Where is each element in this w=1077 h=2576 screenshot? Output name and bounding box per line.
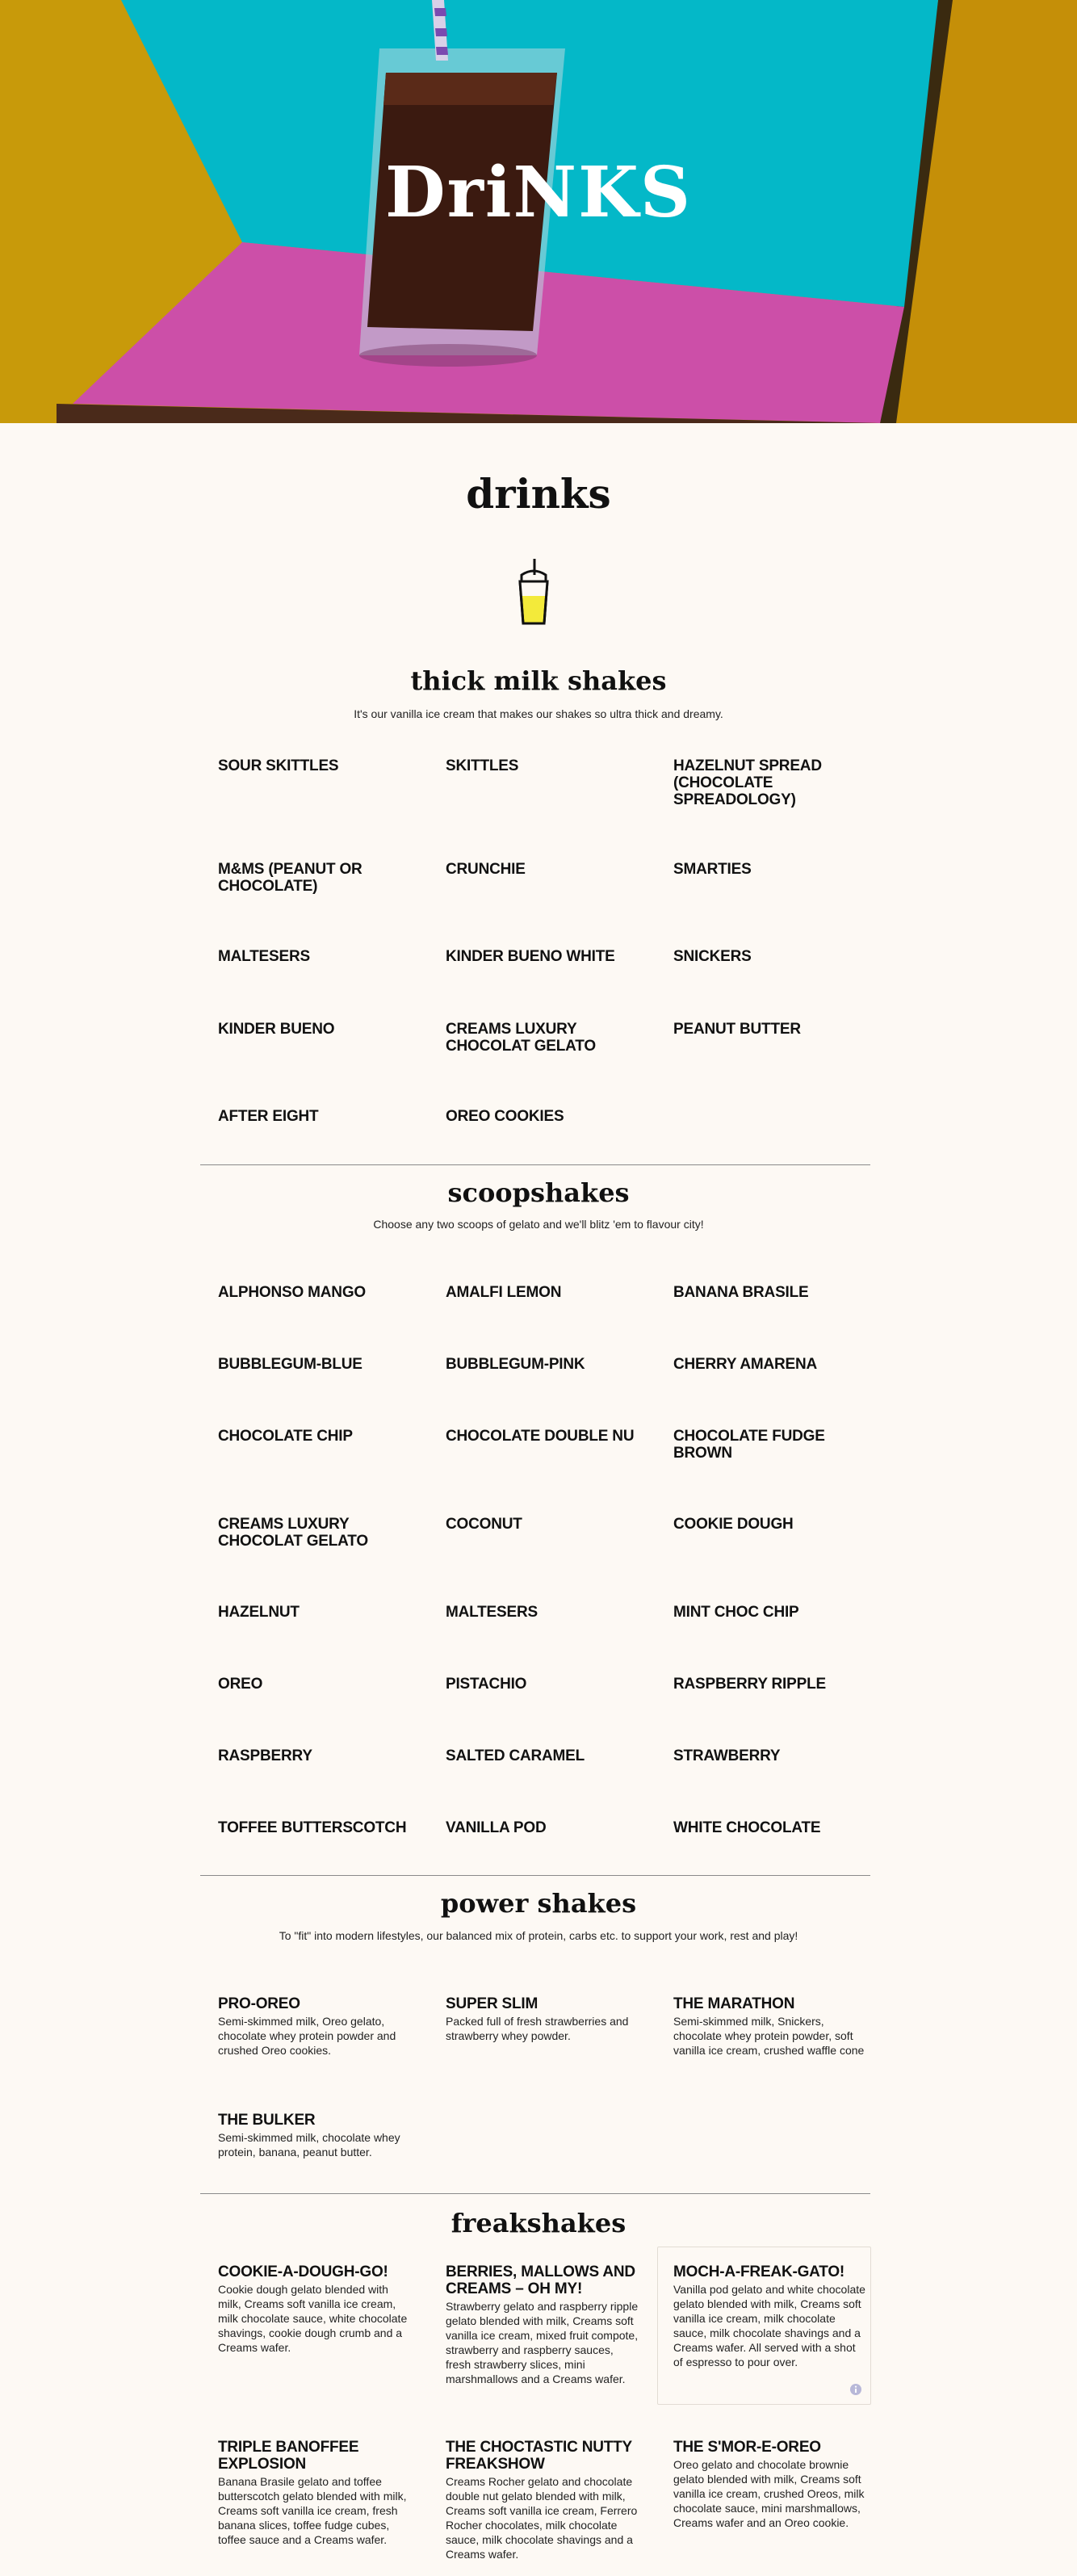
freakshakes-title: freakshakes [450, 2208, 627, 2238]
item-name: CHOCOLATE FUDGE BROWN [673, 1428, 825, 1462]
menu-item[interactable] [673, 861, 867, 878]
item-name: MALTESERS [446, 1604, 538, 1621]
item-name: SALTED CARAMEL [446, 1747, 585, 1764]
menu-item[interactable] [446, 2439, 639, 2561]
menu-item[interactable] [673, 1428, 827, 1462]
item-name: RASPBERRY [218, 1747, 312, 1764]
milkshakes-subtitle: It's our vanilla ice cream that makes our shakes so ultra thick and dreamy. [354, 707, 723, 720]
item-name: MOCH-A-FREAK-GATO! [673, 2263, 845, 2280]
item-name: SNICKERS [673, 948, 752, 965]
menu-item[interactable] [218, 1676, 412, 1693]
item-name: CREAMS LUXURY CHOCOLAT GELATO [446, 1021, 596, 1055]
menu-item[interactable] [446, 1516, 639, 1533]
menu-item[interactable] [673, 757, 835, 808]
item-description: Semi-skimmed milk, Snickers, chocolate whey protein powder, soft vanilla ice cream, crushed waffle cone [673, 2015, 865, 2057]
item-name: TRIPLE BANOFFEE EXPLOSION [218, 2439, 359, 2473]
menu-item[interactable] [446, 1108, 639, 1125]
item-name: PEANUT BUTTER [673, 1021, 801, 1038]
item-name: VANILLA POD [446, 1819, 547, 1836]
menu-item[interactable] [218, 861, 379, 895]
item-description: Banana Brasile gelato and toffee butterscotch gelato blended with milk, Creams soft vanilla ice cream, fresh banana slices, toffee fudge cubes, toffee sauce and a Creams wafer. [218, 2475, 407, 2546]
menu-item[interactable] [218, 2439, 412, 2547]
item-name: KINDER BUENO [218, 1021, 335, 1038]
menu-item[interactable] [218, 1284, 412, 1301]
item-name: HAZELNUT SPREAD (CHOCOLATE SPREADOLOGY) [673, 757, 822, 808]
menu-item[interactable] [673, 948, 867, 965]
menu-item[interactable] [446, 1356, 639, 1373]
menu-item[interactable] [673, 1995, 867, 2058]
item-name: ALPHONSO MANGO [218, 1284, 366, 1301]
menu-item[interactable] [673, 1819, 867, 1836]
item-description: Oreo gelato and chocolate brownie gelato blended with milk, Creams soft vanilla ice cream, crushed Oreos, milk chocolate sauce, mini marshmallows, Creams wafer and an Oreo cookie. [673, 2458, 865, 2529]
menu-item[interactable] [446, 861, 639, 878]
menu-item[interactable] [446, 2263, 639, 2386]
menu-item[interactable] [673, 1356, 867, 1373]
item-description: Semi-skimmed milk, Oreo gelato, chocolate whey protein powder and crushed Oreo cookies. [218, 2015, 396, 2057]
menu-item[interactable] [446, 1819, 639, 1836]
item-name: M&MS (PEANUT OR CHOCOLATE) [218, 861, 362, 895]
menu-item[interactable] [446, 1995, 639, 2043]
item-name: SOUR SKITTLES [218, 757, 339, 774]
menu-item[interactable] [446, 948, 639, 965]
item-name: PISTACHIO [446, 1676, 527, 1693]
item-name: CHOCOLATE CHIP [218, 1428, 353, 1445]
menu-item[interactable] [218, 757, 412, 774]
section-divider [200, 1875, 870, 1876]
item-name: AFTER EIGHT [218, 1108, 319, 1125]
item-name: STRAWBERRY [673, 1747, 781, 1764]
menu-item[interactable] [218, 948, 412, 965]
item-name: COOKIE-A-DOUGH-GO! [218, 2263, 388, 2280]
item-name: CHERRY AMARENA [673, 1356, 818, 1373]
menu-item[interactable] [446, 1604, 639, 1621]
item-name: MINT CHOC CHIP [673, 1604, 799, 1621]
menu-item[interactable] [218, 2263, 412, 2355]
item-name: BERRIES, MALLOWS AND CREAMS – OH MY! [446, 2263, 635, 2297]
section-divider [200, 2193, 870, 2194]
menu-item[interactable] [446, 757, 639, 774]
item-description: Cookie dough gelato blended with milk, Creams soft vanilla ice cream, milk chocolate sauce, white chocolate shavings, cookie dough crumb and a Creams wafer. [218, 2283, 408, 2354]
menu-item[interactable] [218, 1021, 412, 1038]
scoopshakes-subtitle: Choose any two scoops of gelato and we'll blitz 'em to flavour city! [373, 1218, 704, 1231]
item-name: SKITTLES [446, 757, 519, 774]
item-name: BUBBLEGUM-BLUE [218, 1356, 362, 1373]
menu-item[interactable] [218, 1747, 412, 1764]
item-name: THE S'MOR-E-OREO [673, 2439, 821, 2456]
menu-item[interactable] [673, 1676, 867, 1693]
item-description: Packed full of fresh strawberries and strawberry whey powder. [446, 2015, 629, 2042]
menu-item[interactable] [218, 1108, 412, 1125]
item-description: Creams Rocher gelato and chocolate double nut gelato blended with milk, Creams soft vanilla ice cream, Ferrero Rocher chocolates, milk chocolate sauce, milk chocolate shavings and a Creams wafer. [446, 2475, 638, 2561]
item-name: SMARTIES [673, 861, 752, 878]
hero-title: DriNKS [384, 152, 693, 233]
item-name: MALTESERS [218, 948, 310, 965]
menu-item[interactable] [673, 1021, 867, 1038]
item-name: BUBBLEGUM-PINK [446, 1356, 585, 1373]
menu-item[interactable] [446, 1284, 639, 1301]
item-name: HAZELNUT [218, 1604, 300, 1621]
menu-item[interactable] [673, 1747, 867, 1764]
menu-item[interactable] [218, 1516, 379, 1550]
hero-banner [0, 0, 1077, 423]
item-name: OREO COOKIES [446, 1108, 564, 1125]
menu-item[interactable] [673, 2439, 867, 2530]
item-name: TOFFEE BUTTERSCOTCH [218, 1819, 407, 1836]
menu-item[interactable] [673, 2263, 867, 2369]
item-name: THE CHOCTASTIC NUTTY FREAKSHOW [446, 2439, 632, 2473]
item-name: CRUNCHIE [446, 861, 526, 878]
section-divider [200, 1164, 870, 1165]
page-title: drinks [466, 470, 611, 518]
item-name: KINDER BUENO WHITE [446, 948, 615, 965]
menu-item[interactable] [218, 2112, 412, 2159]
menu-item[interactable] [218, 1356, 412, 1373]
item-name: OREO [218, 1676, 263, 1693]
item-name: COOKIE DOUGH [673, 1516, 794, 1533]
item-description: Semi-skimmed milk, chocolate whey protein, banana, peanut butter. [218, 2131, 400, 2159]
item-description: Strawberry gelato and raspberry ripple gelato blended with milk, Creams soft vanilla ice cream, mixed fruit compote, strawberry and raspberry sauces, fresh strawberry slices, mini marshmallows and a Creams wafer. [446, 2300, 639, 2385]
menu-item[interactable] [673, 1284, 867, 1301]
info-icon[interactable] [849, 2383, 862, 2396]
item-name: THE MARATHON [673, 1995, 795, 2012]
menu-item[interactable] [446, 1676, 639, 1693]
powershakes-title: power shakes [440, 1888, 637, 1919]
scoopshakes-title: scoopshakes [447, 1177, 630, 1208]
menu-item[interactable] [446, 1747, 639, 1764]
drink-cup-icon [513, 557, 554, 628]
item-description: Vanilla pod gelato and white chocolate gelato blended with milk, Creams soft vanilla ice cream, milk chocolate sauce, milk chocolate shavings and a Creams wafer. All served with a shot of espresso to pour over. [673, 2283, 865, 2368]
item-name: AMALFI LEMON [446, 1284, 562, 1301]
item-name: PRO-OREO [218, 1995, 300, 2012]
menu-item[interactable] [673, 1516, 867, 1533]
menu-item[interactable] [218, 1819, 412, 1836]
menu-item[interactable] [218, 1995, 412, 2058]
menu-item[interactable] [446, 1021, 607, 1055]
item-name: RASPBERRY RIPPLE [673, 1676, 826, 1693]
menu-item[interactable] [673, 1604, 867, 1621]
item-name: SUPER SLIM [446, 1995, 538, 2012]
item-name: CHOCOLATE DOUBLE NU [446, 1428, 635, 1445]
item-name: CREAMS LUXURY CHOCOLAT GELATO [218, 1516, 368, 1550]
item-name: COCONUT [446, 1516, 522, 1533]
menu-item[interactable] [446, 1428, 639, 1445]
item-name: THE BULKER [218, 2112, 316, 2129]
powershakes-subtitle: To "fit" into modern lifestyles, our balanced mix of protein, carbs etc. to support your work, rest and play! [279, 1929, 798, 1942]
menu-item[interactable] [218, 1604, 412, 1621]
menu-item[interactable] [218, 1428, 412, 1445]
item-name: WHITE CHOCOLATE [673, 1819, 821, 1836]
milkshakes-title: thick milk shakes [410, 665, 667, 696]
item-name: BANANA BRASILE [673, 1284, 809, 1301]
